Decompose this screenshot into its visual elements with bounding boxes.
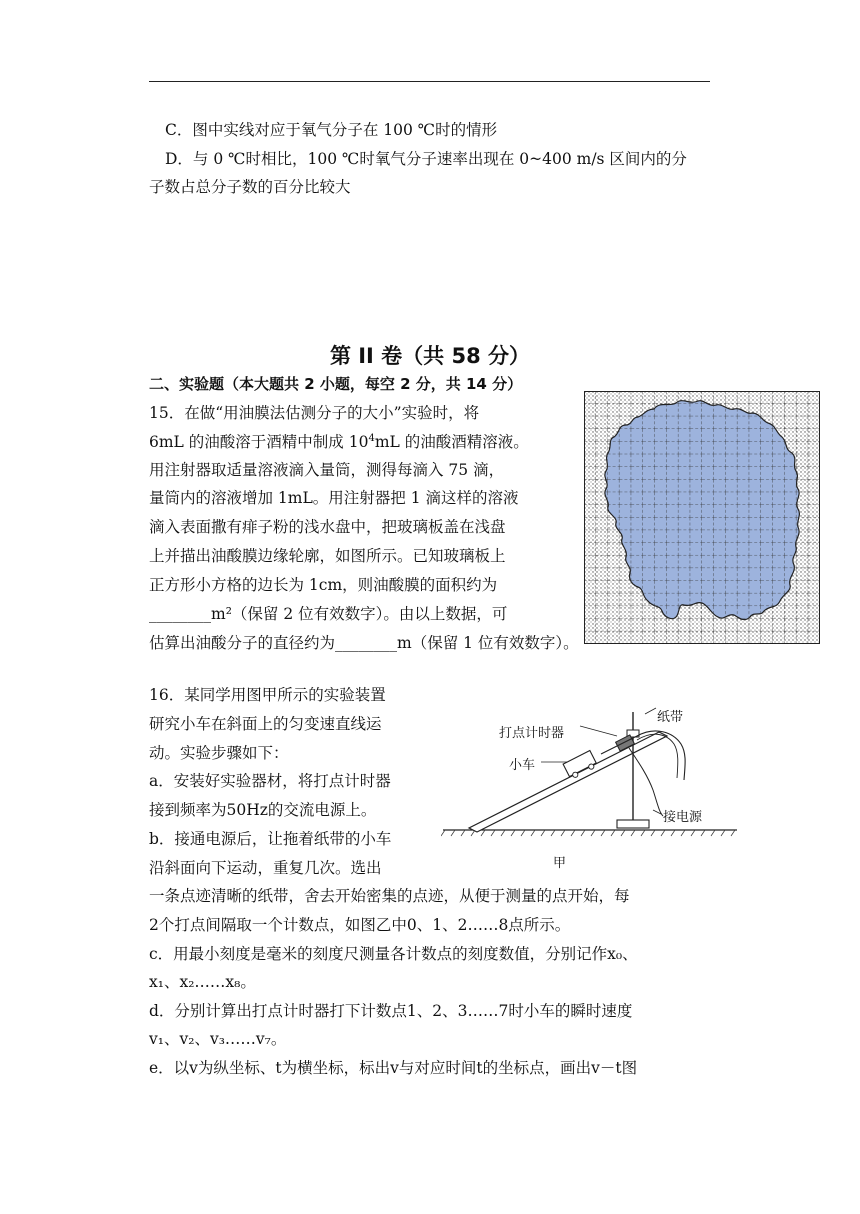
q16-line5: 接到频率为50Hz的交流电源上。 [149,801,377,819]
stand-base [617,820,649,828]
q16-line4: a．安装好实验器材，将打点计时器 [149,772,391,790]
q16-line1: 16．某同学用图甲所示的实验装置 [149,686,386,704]
oil-film-figure [584,391,820,644]
q16-line3: 动。实验步骤如下： [149,744,289,762]
section-heading: 二、实验题（本大题共 2 小题，每空 2 分，共 14 分） [149,375,523,393]
q16-line9: 2个打点间隔取一个计数点，如图乙中0、1、2……8点所示。 [149,916,571,934]
header-rule [149,81,710,82]
ground-hatch [441,830,735,836]
power-cord [629,748,663,816]
figure-caption: 甲 [553,856,567,871]
q16-line14: e．以v为纵坐标、t为横坐标，标出v与对应时间t的坐标点，画出v－t图 [149,1059,638,1077]
incline-plank [469,732,667,832]
cart-label: 小车 [509,758,536,773]
power-label: 接电源 [663,810,703,825]
q15-line8: ________m²（保留 2 位有效数字）。由以上数据，可 [149,605,508,623]
q16-line8: 一条点迹清晰的纸带，舍去开始密集的点迹，从便于测量的点开始，每 [149,887,630,905]
option-c: C．图中实线对应于氧气分子在 100 ℃时的情形 [165,121,498,139]
q16-line2: 研究小车在斜面上的匀变速直线运 [149,715,382,733]
option-d-line2: 子数占总分子数的百分比较大 [149,178,351,196]
part-title: 第 II 卷（共 58 分） [329,344,531,368]
timer-label: 打点计时器 [499,726,565,741]
q16-line10: c．用最小刻度是毫米的刻度尺测量各计数点的刻度数值，分别记作x₀、 [149,945,638,963]
q15-line3: 用注射器取适量溶液滴入量筒，测得每滴入 75 滴， [149,461,505,479]
q16-line12: d．分别计算出打点计时器打下计数点1、2、3……7时小车的瞬时速度 [149,1002,633,1020]
q16-line6: b．接通电源后，让拖着纸带的小车 [149,830,392,848]
tape-label: 纸带 [657,710,684,725]
apparatus-figure [441,702,741,877]
q15-line6: 上并描出油酸膜边缘轮廓，如图所示。已知玻璃板上 [149,547,506,565]
q16-line11: x₁、x₂……x₈。 [149,973,256,991]
q15-line9: 估算出油酸分子的直径约为________m（保留 1 位有效数字）。 [149,634,579,652]
q16-line13: v₁、v₂、v₃……v₇。 [149,1030,287,1048]
q15-line7: 正方形小方格的边长为 1cm，则油酸膜的面积约为 [149,576,498,594]
q15-line5: 滴入表面撒有痱子粉的浅水盘中，把玻璃板盖在浅盘 [149,518,506,536]
option-d-line1: D．与 0 ℃时相比，100 ℃时氧气分子速率出现在 0~400 m/s 区间内的分 [165,150,687,168]
q15-line1: 15．在做“用油膜法估测分子的大小”实验时，将 [149,404,480,422]
q15-line4: 量筒内的溶液增加 1mL。用注射器把 1 滴这样的溶液 [149,489,519,507]
q16-line7: 沿斜面向下运动，重复几次。选出 [149,859,382,877]
q15-line2: 6mL 的油酸溶于酒精中制成 $10^4mL$ 的油酸酒精溶液。 [149,433,529,452]
